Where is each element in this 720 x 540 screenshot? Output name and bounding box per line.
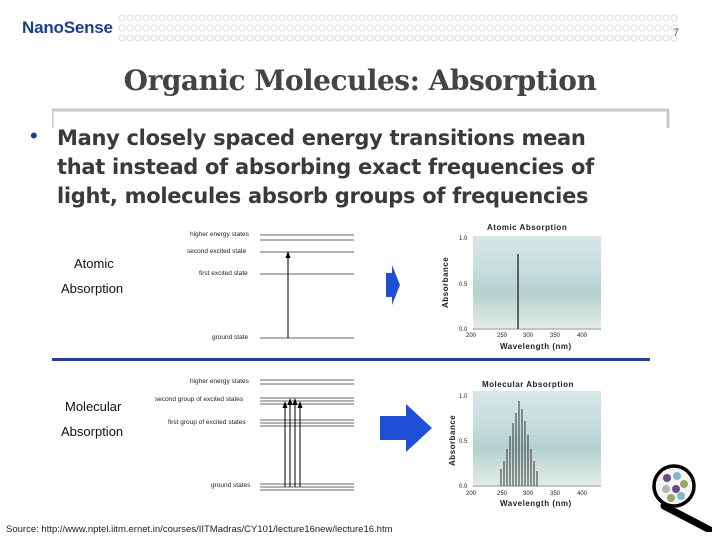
molecular-plot-title: Molecular Absorption (482, 380, 574, 389)
atomic-absorption-label: Absorption (61, 281, 124, 296)
x-axis-label: Wavelength (nm) (500, 499, 572, 508)
atomic-label: Atomic (74, 256, 114, 271)
section-divider (52, 358, 650, 361)
x-axis-label: Wavelength (nm) (500, 342, 572, 351)
bullet-line: light, molecules absorb groups of frequencies (57, 184, 589, 208)
y-tick: 1.0 (459, 394, 468, 400)
molecular-level-label: ground states (211, 482, 251, 489)
bullet-line: Many closely spaced energy transitions mean (57, 126, 586, 150)
y-tick: 0.0 (459, 484, 468, 490)
nanosense-logo: NanoSense (22, 18, 113, 37)
nanosense-magnifier-icon (650, 462, 712, 532)
molecular-level-label: higher energy states (190, 378, 249, 385)
x-tick: 250 (497, 491, 508, 497)
page-number: 7 (673, 27, 680, 39)
y-tick: 0.0 (459, 327, 468, 333)
atomic-level-label: second excited state (187, 248, 247, 255)
x-tick: 400 (577, 333, 588, 339)
y-axis-label: Absorbance (441, 256, 450, 308)
x-tick: 400 (577, 491, 588, 497)
x-tick: 200 (466, 333, 477, 339)
y-tick: 0.5 (459, 439, 468, 445)
slide-title: Organic Molecules: Absorption (123, 64, 597, 97)
y-axis-label: Absorbance (448, 414, 457, 466)
molecular-level-label: first group of excited states (168, 419, 246, 426)
x-tick: 350 (550, 491, 561, 497)
source-citation: Source: http://www.nptel.iitm.ernet.in/courses/IITMadras/CY101/lecture16new/lecture16.htm (6, 524, 393, 535)
atomic-arrow-icon (386, 265, 402, 305)
x-tick: 200 (466, 491, 477, 497)
x-tick: 300 (523, 491, 534, 497)
header-dot-pattern (118, 12, 678, 46)
molecular-energy-diagram (260, 372, 356, 497)
atomic-plot-title: Atomic Absorption (487, 223, 568, 232)
molecular-absorption-label: Absorption (61, 424, 124, 439)
molecular-level-label: second group of excited states (155, 396, 244, 403)
atomic-energy-diagram (260, 226, 356, 346)
y-tick: 1.0 (459, 236, 468, 242)
atomic-absorption-line (473, 236, 601, 330)
molecular-label: Molecular (65, 399, 122, 414)
bullet-text (57, 124, 657, 211)
x-tick: 250 (497, 333, 508, 339)
bullet-marker: • (30, 123, 38, 148)
molecular-absorption-bands (473, 391, 601, 487)
atomic-level-label: higher energy states (190, 231, 249, 238)
x-tick: 300 (523, 333, 534, 339)
molecular-arrow-icon (380, 404, 432, 452)
atomic-level-label: first excited state (199, 270, 248, 277)
y-tick: 0.5 (459, 282, 468, 288)
atomic-level-label: ground state (212, 334, 249, 341)
bullet-line: that instead of absorbing exact frequencies of (57, 155, 594, 179)
x-tick: 350 (550, 333, 561, 339)
